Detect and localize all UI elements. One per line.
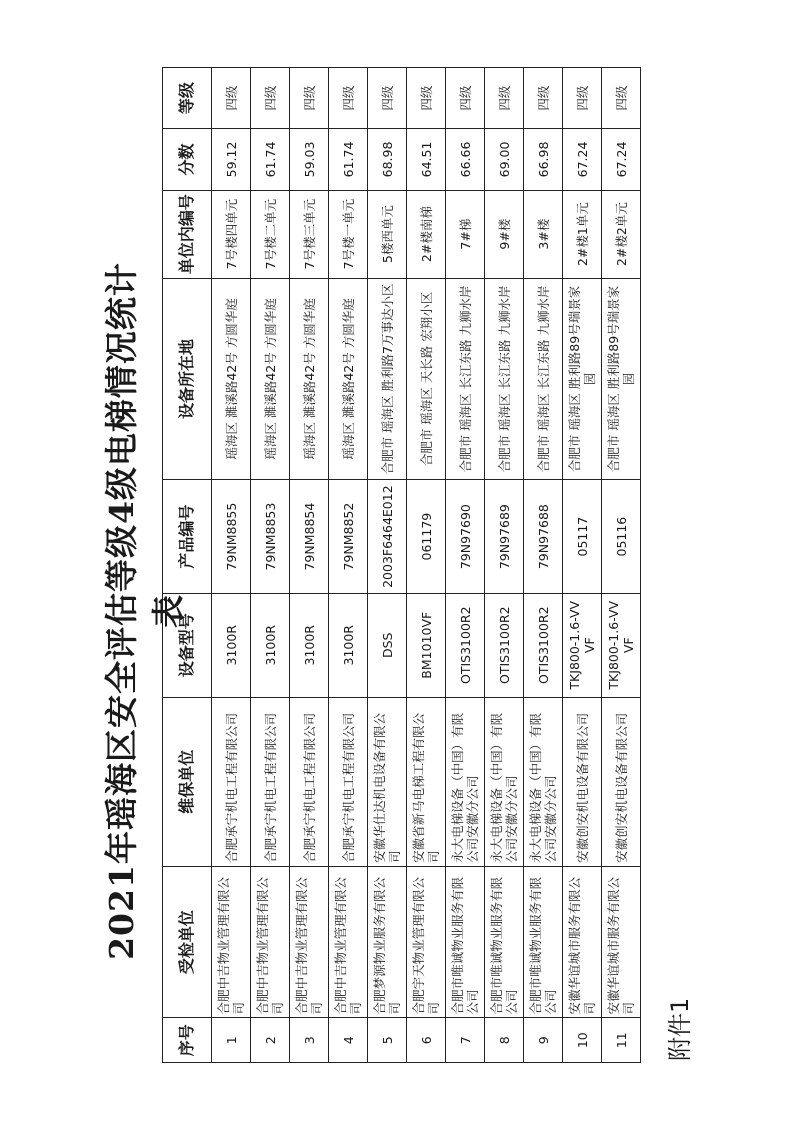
cell-internal-no: 2#楼南梯 xyxy=(407,190,446,278)
cell-inspected-unit: 安徽华谊城市服务有限公司 xyxy=(563,866,602,1018)
cell-internal-no: 9#楼 xyxy=(485,190,524,278)
cell-location: 合肥市 瑶海区 胜利路89号瑞景家园 xyxy=(563,278,602,480)
cell-grade: 四级 xyxy=(290,68,329,129)
cell-location: 合肥市 瑶海区 胜利路7万事达小区 xyxy=(368,278,407,480)
cell-inspected-unit: 合肥中吉物业管理有限公司 xyxy=(329,866,368,1018)
cell-seq: 9 xyxy=(524,1018,563,1063)
cell-model: BM1010VF xyxy=(407,593,446,697)
cell-grade: 四级 xyxy=(251,68,290,129)
cell-internal-no: 7#梯 xyxy=(446,190,485,278)
cell-inspected-unit: 合肥市唯诚物业服务有限公司 xyxy=(524,866,563,1018)
cell-internal-no: 7号楼一单元 xyxy=(329,190,368,278)
cell-product-no: 05116 xyxy=(602,480,641,594)
cell-grade: 四级 xyxy=(524,68,563,129)
cell-location: 合肥市 瑶海区 长江东路 九狮水岸 xyxy=(446,278,485,480)
cell-product-no: 79NM8853 xyxy=(251,480,290,594)
header-score: 分数 xyxy=(163,129,212,190)
header-grade: 等级 xyxy=(163,68,212,129)
cell-inspected-unit: 合肥市唯诚物业服务有限公司 xyxy=(485,866,524,1018)
header-internal-no: 单位内编号 xyxy=(163,190,212,278)
table-row xyxy=(368,68,407,1063)
cell-inspected-unit: 合肥市唯诚物业服务有限公司 xyxy=(446,866,485,1018)
cell-model: TKJ800-1.6-VVVF xyxy=(563,593,602,697)
header-row xyxy=(163,68,212,1063)
cell-location: 合肥市 瑶海区 长江东路 九狮水岸 xyxy=(485,278,524,480)
cell-product-no: 79NM8855 xyxy=(212,480,251,594)
cell-model: OTIS3100R2 xyxy=(485,593,524,697)
cell-grade: 四级 xyxy=(407,68,446,129)
cell-score: 66.98 xyxy=(524,129,563,190)
cell-inspected-unit: 合肥中吉物业管理有限公司 xyxy=(212,866,251,1018)
cell-score: 59.03 xyxy=(290,129,329,190)
cell-location: 瑶海区 濉溪路42号 方圆华庭 xyxy=(212,278,251,480)
cell-seq: 7 xyxy=(446,1018,485,1063)
attachment-label: 附件1 xyxy=(666,997,694,1061)
cell-model: 3100R xyxy=(212,593,251,697)
cell-internal-no: 7号楼二单元 xyxy=(251,190,290,278)
cell-grade: 四级 xyxy=(212,68,251,129)
table-row xyxy=(251,68,290,1063)
cell-location: 合肥市 瑶海区 胜利路89号瑞景家园 xyxy=(602,278,641,480)
cell-model: TKJ800-1.6-VVVF xyxy=(602,593,641,697)
cell-maintenance-unit: 永大电梯设备（中国）有限公司安徽分公司 xyxy=(446,697,485,866)
cell-seq: 6 xyxy=(407,1018,446,1063)
cell-product-no: 79NM8854 xyxy=(290,480,329,594)
cell-product-no: 79N97689 xyxy=(485,480,524,594)
cell-inspected-unit: 安徽华谊城市服务有限公司 xyxy=(602,866,641,1018)
cell-location: 瑶海区 濉溪路42号 方圆华庭 xyxy=(251,278,290,480)
cell-maintenance-unit: 安徽创安机电设备有限公司 xyxy=(602,697,641,866)
cell-maintenance-unit: 永大电梯设备（中国）有限公司安徽分公司 xyxy=(485,697,524,866)
header-product-no: 产品编号 xyxy=(163,480,212,594)
cell-grade: 四级 xyxy=(446,68,485,129)
cell-inspected-unit: 合肥梦源物业服务有限公司 xyxy=(368,866,407,1018)
cell-score: 67.24 xyxy=(602,129,641,190)
cell-internal-no: 7号楼三单元 xyxy=(290,190,329,278)
cell-product-no: 05117 xyxy=(563,480,602,594)
cell-model: 3100R xyxy=(329,593,368,697)
cell-maintenance-unit: 安徽华仕达机电设备有限公司 xyxy=(368,697,407,866)
table-row xyxy=(524,68,563,1063)
table-row xyxy=(212,68,251,1063)
cell-grade: 四级 xyxy=(329,68,368,129)
cell-inspected-unit: 合肥宇天物业管理有限公司 xyxy=(407,866,446,1018)
cell-grade: 四级 xyxy=(563,68,602,129)
cell-product-no: 79N97688 xyxy=(524,480,563,594)
cell-inspected-unit: 合肥中吉物业管理有限公司 xyxy=(251,866,290,1018)
cell-model: DSS xyxy=(368,593,407,697)
cell-internal-no: 2#楼2单元 xyxy=(602,190,641,278)
cell-location: 合肥市 瑶海区 天长路 宏翔小区 xyxy=(407,278,446,480)
cell-score: 68.98 xyxy=(368,129,407,190)
table-row xyxy=(563,68,602,1063)
cell-score: 67.24 xyxy=(563,129,602,190)
cell-internal-no: 3#楼 xyxy=(524,190,563,278)
cell-maintenance-unit: 安徽省新马电梯工程有限公司 xyxy=(407,697,446,866)
table-row xyxy=(329,68,368,1063)
cell-internal-no: 7号楼四单元 xyxy=(212,190,251,278)
table-row xyxy=(290,68,329,1063)
table-row xyxy=(485,68,524,1063)
cell-maintenance-unit: 合肥承宁机电工程有限公司 xyxy=(329,697,368,866)
header-maintenance-unit: 维保单位 xyxy=(163,697,212,866)
cell-maintenance-unit: 合肥承宁机电工程有限公司 xyxy=(290,697,329,866)
cell-seq: 1 xyxy=(212,1018,251,1063)
table-row xyxy=(602,68,641,1063)
cell-seq: 8 xyxy=(485,1018,524,1063)
cell-seq: 2 xyxy=(251,1018,290,1063)
cell-score: 59.12 xyxy=(212,129,251,190)
cell-seq: 11 xyxy=(602,1018,641,1063)
cell-maintenance-unit: 合肥承宁机电工程有限公司 xyxy=(251,697,290,866)
header-inspected-unit: 受检单位 xyxy=(163,866,212,1018)
table-row xyxy=(407,68,446,1063)
header-location: 设备所在地 xyxy=(163,278,212,480)
cell-grade: 四级 xyxy=(368,68,407,129)
cell-product-no: 79NM8852 xyxy=(329,480,368,594)
table-row xyxy=(446,68,485,1063)
cell-location: 瑶海区 濉溪路42号 方圆华庭 xyxy=(290,278,329,480)
cell-seq: 3 xyxy=(290,1018,329,1063)
cell-score: 66.66 xyxy=(446,129,485,190)
cell-internal-no: 2#楼1单元 xyxy=(563,190,602,278)
document-title: 2021年瑶海区安全评估等级4级电梯情况统计表 xyxy=(102,262,188,960)
cell-score: 61.74 xyxy=(251,129,290,190)
cell-maintenance-unit: 安徽创安机电设备有限公司 xyxy=(563,697,602,866)
cell-model: 3100R xyxy=(251,593,290,697)
cell-maintenance-unit: 合肥承宁机电工程有限公司 xyxy=(212,697,251,866)
cell-score: 69.00 xyxy=(485,129,524,190)
cell-seq: 10 xyxy=(563,1018,602,1063)
elevator-table xyxy=(162,67,641,1063)
cell-location: 瑶海区 濉溪路42号 方圆华庭 xyxy=(329,278,368,480)
header-model: 设备型号 xyxy=(163,593,212,697)
cell-seq: 5 xyxy=(368,1018,407,1063)
cell-location: 合肥市 瑶海区 长江东路 九狮水岸 xyxy=(524,278,563,480)
cell-internal-no: 5楼西单元 xyxy=(368,190,407,278)
cell-score: 64.51 xyxy=(407,129,446,190)
cell-grade: 四级 xyxy=(602,68,641,129)
cell-inspected-unit: 合肥中吉物业管理有限公司 xyxy=(290,866,329,1018)
cell-seq: 4 xyxy=(329,1018,368,1063)
cell-model: OTIS3100R2 xyxy=(524,593,563,697)
cell-model: OTIS3100R2 xyxy=(446,593,485,697)
cell-maintenance-unit: 永大电梯设备（中国）有限公司安徽分公司 xyxy=(524,697,563,866)
cell-product-no: 2003F6464E012 xyxy=(368,480,407,594)
cell-model: 3100R xyxy=(290,593,329,697)
header-seq: 序号 xyxy=(163,1018,212,1063)
cell-product-no: 061179 xyxy=(407,480,446,594)
cell-grade: 四级 xyxy=(485,68,524,129)
cell-product-no: 79N97690 xyxy=(446,480,485,594)
cell-score: 61.74 xyxy=(329,129,368,190)
